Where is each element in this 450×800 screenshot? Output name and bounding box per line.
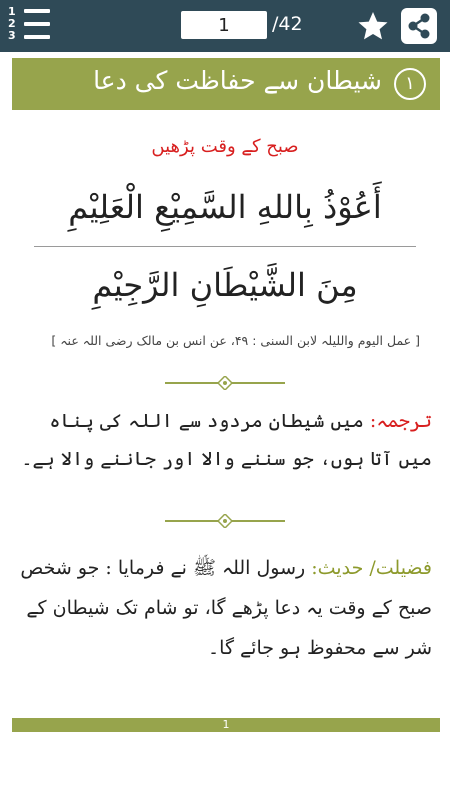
virtue-paragraph bbox=[20, 548, 432, 668]
hadith-reference: [ عمل الیوم واللیلہ لابن السنی : ۴۹، عن انس بن مالک رضی اللہ عنہ ] bbox=[51, 333, 420, 348]
share-button[interactable] bbox=[401, 8, 437, 44]
index-numbers bbox=[8, 6, 20, 42]
arabic-divider bbox=[34, 246, 416, 247]
ornament-icon bbox=[218, 376, 232, 390]
menu-line-icon bbox=[24, 9, 50, 13]
dua-title: شیطان سے حفاظت کی دعا bbox=[93, 66, 382, 95]
menu-line-icon bbox=[24, 22, 50, 26]
virtue-label: فضیلت/ حدیث: bbox=[311, 557, 432, 579]
ornament-divider bbox=[165, 514, 285, 528]
index-menu-button[interactable] bbox=[8, 6, 52, 46]
translation-text: میں شیطان مردود سے اللہ کی پناہ میں آتا ہوں، جو سننے والا اور جاننے والا ہے۔ bbox=[21, 410, 432, 470]
ornament-icon bbox=[218, 514, 232, 528]
arabic-dua-line-1: أَعُوْذُ بِاللهِ السَّمِيْعِ الْعَلِيْمِ bbox=[68, 188, 382, 226]
virtue-text: رسول اللہ ﷺ نے فرمایا : جو شخص صبح کے وقت یہ دعا پڑھے گا، تو شام تک شیطان کے شر سے محفوظ ہو جائے گا۔ bbox=[20, 557, 432, 659]
translation-paragraph bbox=[20, 402, 432, 478]
ornament-divider bbox=[165, 376, 285, 390]
top-toolbar bbox=[0, 0, 450, 52]
star-icon bbox=[357, 10, 389, 42]
index-number-2: 2 bbox=[8, 17, 16, 30]
favorite-button[interactable] bbox=[357, 10, 389, 42]
dua-title-band bbox=[12, 58, 440, 110]
index-number-3: 3 bbox=[8, 29, 16, 42]
arabic-dua-line-2: مِنَ الشَّيْطَانِ الرَّجِيْمِ bbox=[92, 266, 358, 304]
menu-line-icon bbox=[24, 35, 50, 39]
recitation-time-note: صبح کے وقت پڑھیں bbox=[151, 136, 299, 157]
dua-number-badge: ١ bbox=[394, 68, 426, 100]
share-icon bbox=[401, 8, 437, 44]
translation-label: ترجمہ: bbox=[369, 410, 432, 432]
page-total-label: /42 bbox=[272, 13, 303, 35]
footer-page-number: 1 bbox=[222, 718, 230, 731]
index-number-1: 1 bbox=[8, 5, 16, 18]
page-number-input[interactable] bbox=[181, 11, 267, 39]
page-footer-bar bbox=[12, 718, 440, 732]
